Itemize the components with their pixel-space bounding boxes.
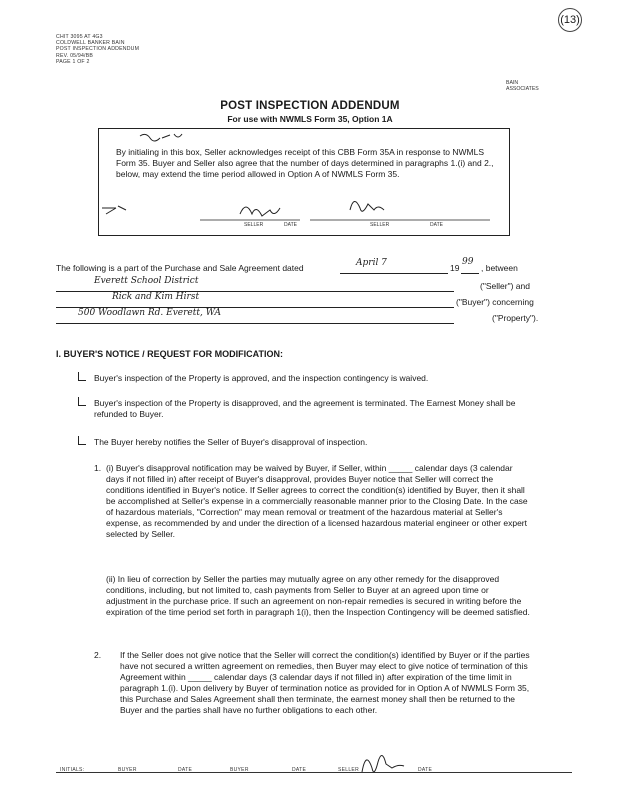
between-text: , between [481, 263, 518, 273]
paragraph-1-number: 1. [94, 463, 102, 473]
footer-buyer-label: BUYER [118, 767, 137, 773]
seller-name-value: Everett School District [94, 276, 199, 286]
approve-checkbox[interactable] [78, 372, 86, 381]
brand-logo [506, 80, 539, 92]
seller-label: SELLER [244, 222, 264, 228]
date-label: DATE [430, 222, 443, 228]
agreement-date-value: April 7 [356, 258, 387, 268]
handwritten-initials [140, 134, 182, 141]
document-title: POST INSPECTION ADDENDUM [220, 100, 400, 112]
seller-label-text: ("Seller") and [480, 281, 530, 291]
footer-date-label: DATE [292, 767, 307, 773]
year-prefix: 19 [450, 263, 460, 273]
form-meta-line: PAGE 1 OF 2 [56, 58, 90, 65]
property-label-text: ("Property"). [492, 313, 539, 323]
disapprove-option-text: The Buyer hereby notifies the Seller of Buyer's disapproval of inspection. [94, 437, 368, 447]
seller-initials-mark [350, 201, 384, 211]
footer-initials-label: INITIALS: [60, 767, 85, 773]
terminate-checkbox[interactable] [78, 397, 86, 406]
form-meta [56, 34, 139, 65]
form-meta-line: COLDWELL BANKER BAIN [56, 40, 125, 47]
stamp-mark [102, 206, 126, 214]
buyer-label-text: ("Buyer") concerning [456, 297, 534, 307]
date-label: DATE [284, 222, 297, 228]
initial-box-marks [100, 130, 506, 232]
approve-option-text: Buyer's inspection of the Property is approved, and the inspection contingency is waived. [94, 373, 429, 383]
document-subtitle: For use with NWMLS Form 35, Option 1A [227, 114, 393, 124]
page-number: (13) [558, 8, 582, 32]
agreement-year-value: 99 [462, 257, 474, 267]
agreement-intro: The following is a part of the Purchase and Sale Agreement dated [56, 263, 304, 273]
brand-line: BAIN [506, 80, 519, 86]
brand-line: ASSOCIATES [506, 86, 539, 92]
paragraph-2-text: If the Seller does not give notice that the Seller will correct the condition(s) identified by Buyer or if the parties have not secured a written agreement on remedies, then Buyer may elect to give notice of termination of this Agreement within _____ calendar days (3 calendar days if not filled in) after expiration of the time limit in paragraph 1.(i). Upon delivery by Buyer of termination notice as provided for in Option A of NWMLS Form 35, this Purchase and Sales Agreement shall then terminate, the earnest money shall then be returned to the Buyer and the parties shall have no further obligations to each other. [120, 650, 530, 715]
terminate-option-text: Buyer's inspection of the Property is disapproved, and the agreement is terminated. The Earnest Money shall be refunded to Buyer. [94, 398, 516, 419]
seller-initials-mark [240, 207, 280, 216]
property-value: 500 Woodlawn Rd. Everett, WA [78, 308, 222, 318]
paragraph-2-number: 2. [94, 650, 102, 660]
footer-date-label: DATE [178, 767, 193, 773]
initial-box-text: By initialing in this box, Seller acknowledges receipt of this CBB Form 35A in response to NWMLS Form 35. Buyer and Seller also agree that the number of days determined in paragraphs 1.(i) and 2., below, may extend the time period allowed in Option A of NWMLS Form 35. [116, 147, 494, 179]
footer-seller-label: SELLER [338, 767, 359, 773]
footer-date-label: DATE [418, 767, 433, 773]
form-meta-line: CHIT 3095 AT 4G3 [56, 34, 103, 40]
paragraph-1-ii-text: (ii) In lieu of correction by Seller the parties may mutually agree on any other remedy for the disapproved conditions, including, but not limited to, cash payments from Seller to Buyer at an agreed upon time or adjustment in the purchase price. If such an agreement on non-repair remedies is secured in writing before the expiration of the time period set forth in paragraph 1(i), then the Inspection Contingency will be deemed satisfied. [106, 574, 530, 617]
form-meta-line: POST INSPECTION ADDENDUM [56, 46, 140, 53]
buyer-name-value: Rick and Kim Hirst [112, 292, 200, 302]
paragraph-1-text: (i) Buyer's disapproval notification may be waived by Buyer, if Seller, within _____ calendar days (3 calendar days if not filled in) after receipt of Buyer's disapproval, provides Buyer notice that Seller will correct the conditions identified in Buyer's notice. If Seller agrees to correct the condition(s) identified by Buyer, then it shall be accomplished at Seller's expense in a commercially reasonable manner prior to the Closing Date. In the case of hazardous materials, "Correction" may mean removal or treatment of the hazardous material at Seller's expense, as recommended by and under the direction of a licensed hazardous material engineer or other expert selected by Seller. [106, 463, 528, 539]
seller-label: SELLER [370, 222, 390, 228]
footer-buyer-label: BUYER [230, 767, 249, 773]
form-meta-line: REV. 05/94/BB [56, 52, 94, 59]
section-heading: I. BUYER'S NOTICE / REQUEST FOR MODIFICATION: [56, 349, 283, 359]
disapprove-checkbox[interactable] [78, 436, 86, 445]
footer-seller-initials-mark [358, 748, 408, 778]
